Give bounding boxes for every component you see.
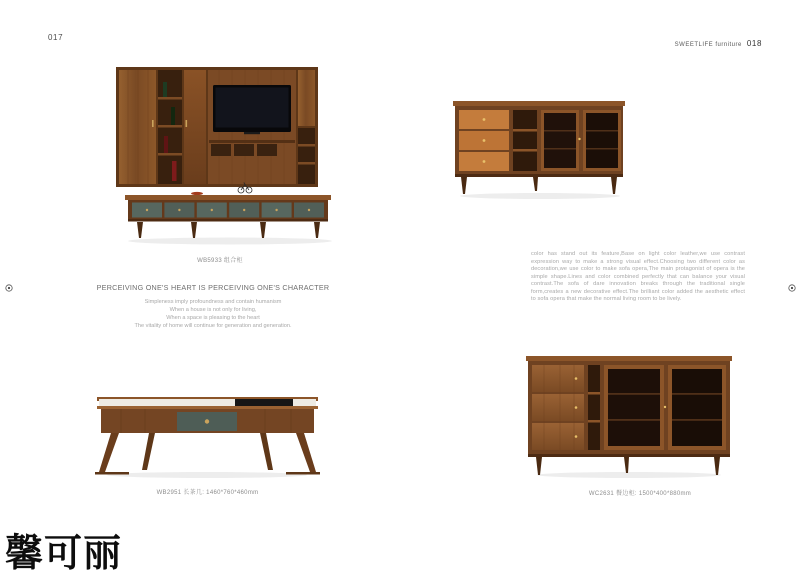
tagline-line: The vitality of home will continue for generation and generation. bbox=[134, 323, 292, 329]
dining-sideboard-caption: WC2631 餐边柜: 1500*400*880mm bbox=[588, 491, 692, 497]
right-page-description: color has stand out its feature,Base on light color leather,we use contrast expression way to make a strong visual effect.Choosing two different color as decoration,we use color to make sofa opera,The main protagonist of opera is the simple shape.Lines and color combined perfectly that can balance your visual contrast.The sofa of dare innovation breaks through the traditional single form,creates a new decorative effect.The brilliant color added the aesthetic effect to sofa opera that make the normal living room to be lively. bbox=[531, 251, 745, 302]
page-number-right: 018 bbox=[746, 39, 762, 48]
tagline-line: Simpleness imply profoundness and contain humanism bbox=[144, 299, 282, 305]
registration-mark-right-icon bbox=[787, 283, 797, 293]
brand-logo-chinese: 馨可丽 bbox=[5, 531, 123, 574]
header-right bbox=[675, 33, 762, 51]
tagline-line: When a space is pleasing to the heart bbox=[166, 315, 260, 321]
dining-sideboard-image bbox=[518, 352, 740, 480]
coffee-table-image bbox=[85, 385, 330, 480]
registration-mark-left-icon bbox=[4, 283, 14, 293]
left-page-taglines bbox=[63, 298, 363, 330]
sideboard-image bbox=[445, 86, 635, 201]
left-page-heading: PERCEIVING ONE'S HEART IS PERCEIVING ONE'S CHARACTER bbox=[96, 283, 330, 292]
tagline-line: When a house is not only for living, bbox=[169, 307, 257, 313]
brand-line: SWEETLIFE furniture bbox=[674, 42, 742, 48]
tv-wall-unit-image bbox=[95, 56, 345, 246]
page-number-left: 017 bbox=[48, 33, 64, 42]
tv-unit-caption: WB5933 组合柜 bbox=[197, 258, 243, 264]
coffee-table-caption: WB2951 长茶几: 1460*760*460mm bbox=[156, 490, 259, 496]
